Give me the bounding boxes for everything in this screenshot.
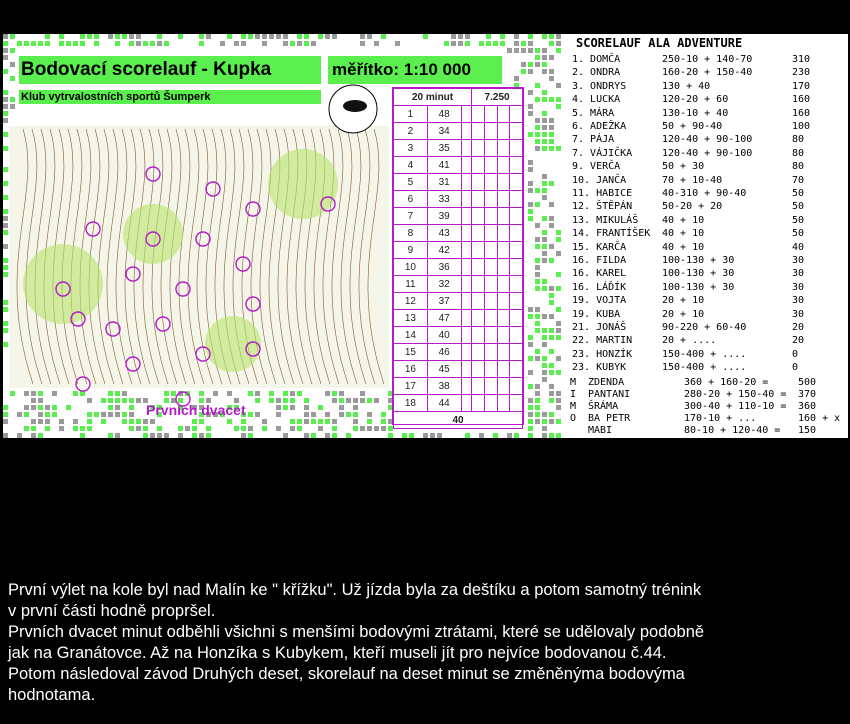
symbol-cell — [472, 395, 485, 412]
control-row — [394, 191, 523, 208]
caption — [8, 580, 848, 706]
symbol-cell — [472, 259, 485, 276]
symbol-cell — [497, 310, 510, 327]
result-row — [566, 228, 846, 241]
result-calc: 100-130 + 30 — [662, 255, 735, 266]
symbol-cell — [497, 276, 510, 293]
result-calc: 50 + 90-40 — [662, 121, 723, 132]
result-calc: 50-20 + 20 — [662, 201, 723, 213]
control-row — [394, 395, 523, 412]
control-row — [394, 293, 523, 310]
result-score: 30 — [792, 308, 805, 320]
symbol-cell — [472, 123, 485, 140]
symbol-cell — [497, 191, 510, 208]
result-name: 15. KARČA — [572, 241, 627, 253]
result-score: 80 — [792, 134, 805, 146]
control-number: 3 — [394, 140, 428, 157]
symbol-cell — [472, 361, 485, 378]
result-name: 5. MÁRA — [572, 107, 615, 119]
control-row — [394, 140, 523, 157]
symbol-cell — [497, 293, 510, 310]
result-name: 23. HONZÍK — [572, 348, 633, 360]
extra-tag: M — [570, 401, 577, 412]
control-code: 46 — [427, 344, 461, 361]
result-row — [566, 54, 846, 67]
symbol-cell — [510, 293, 523, 310]
result-row — [566, 175, 846, 188]
control-row — [394, 259, 523, 276]
control-number: 12 — [394, 293, 428, 310]
extra-score: 370 — [798, 389, 817, 400]
caption-line: jak na Granátovce. Až na Honzíka s Kubykem, kteří museli jít pro nejvíce bodovanou č.44. — [8, 644, 667, 662]
result-score: 100 — [792, 121, 811, 132]
result-row — [566, 322, 846, 335]
symbol-cell — [472, 157, 485, 174]
caption-line: hodnotama. — [8, 686, 96, 704]
result-row — [566, 425, 846, 438]
control-code: 48 — [427, 106, 461, 123]
symbol-cell — [497, 174, 510, 191]
result-score: 20 — [792, 322, 805, 333]
control-code: 36 — [427, 259, 461, 276]
control-code: 39 — [427, 208, 461, 225]
extra-name: ŠRÁMA — [588, 401, 619, 412]
result-calc: 40 + 10 — [662, 214, 705, 226]
result-calc: 90-220 + 60-40 — [662, 322, 747, 333]
symbol-cell — [497, 327, 510, 344]
symbol-cell — [497, 378, 510, 395]
symbol-cell — [510, 276, 523, 293]
extra-calc: 280-20 + 150-40 = — [684, 389, 787, 400]
control-number: 8 — [394, 225, 428, 242]
result-calc: 40-310 + 90-40 — [662, 188, 747, 199]
caption-line: v první části hodně propršel. — [8, 602, 216, 620]
result-score: 230 — [792, 67, 811, 79]
control-number: 16 — [394, 361, 428, 378]
result-name: 22. MARTIN — [572, 335, 633, 347]
symbol-cell — [472, 344, 485, 361]
extra-tag: O — [570, 413, 577, 424]
symbol-cell — [484, 208, 497, 225]
result-score: 70 — [792, 174, 805, 186]
result-row — [566, 201, 846, 214]
symbol-cell — [461, 242, 472, 259]
table-header-length: 7.250 — [472, 89, 523, 106]
extra-name: ZDENDA — [588, 377, 625, 388]
extra-score: 150 — [798, 425, 817, 436]
result-row — [566, 349, 846, 362]
result-score: 40 — [792, 241, 805, 253]
result-name: 16. KAREL — [572, 268, 627, 280]
control-row — [394, 276, 523, 293]
result-row — [566, 335, 846, 348]
symbol-cell — [497, 140, 510, 157]
caption-line: První výlet na kole byl nad Malín ke " křížku". Už jízda byla za deštíku a potom samotný trénink — [8, 581, 702, 599]
control-code: 44 — [427, 395, 461, 412]
control-code: 45 — [427, 361, 461, 378]
map-scale: měřítko: 1:10 000 — [328, 56, 502, 84]
result-calc: 70 + 10-40 — [662, 174, 723, 186]
result-score: 160 — [792, 94, 811, 106]
result-row — [566, 108, 846, 121]
symbol-cell — [461, 293, 472, 310]
symbol-cell — [484, 395, 497, 412]
symbol-cell — [461, 106, 472, 123]
result-row — [566, 255, 846, 268]
control-number: 14 — [394, 327, 428, 344]
result-row — [566, 215, 846, 228]
control-code: 41 — [427, 157, 461, 174]
result-calc: 100-130 + 30 — [662, 281, 735, 293]
symbol-cell — [510, 361, 523, 378]
symbol-cell — [461, 191, 472, 208]
result-row — [566, 282, 846, 295]
control-code: 47 — [427, 310, 461, 327]
result-calc: 100-130 + 30 — [662, 268, 735, 280]
result-calc: 120-40 + 90-100 — [662, 147, 753, 159]
symbol-cell — [484, 378, 497, 395]
slide-image — [3, 34, 848, 438]
symbol-cell — [484, 225, 497, 242]
result-row — [566, 295, 846, 308]
symbol-cell — [497, 106, 510, 123]
result-row — [566, 188, 846, 201]
symbol-cell — [472, 225, 485, 242]
result-calc: 20 + 10 — [662, 308, 705, 320]
control-number: 15 — [394, 344, 428, 361]
result-name: 19. KUBA — [572, 308, 621, 320]
control-row — [394, 123, 523, 140]
symbol-cell — [497, 259, 510, 276]
control-row — [394, 242, 523, 259]
symbol-cell — [497, 395, 510, 412]
result-calc: 150-400 + .... — [662, 348, 747, 360]
symbol-cell — [461, 361, 472, 378]
symbol-cell — [472, 191, 485, 208]
map-subtitle: Prvních dvacet — [146, 402, 246, 418]
result-row — [566, 81, 846, 94]
symbol-cell — [510, 259, 523, 276]
control-description-table — [392, 87, 524, 425]
result-score: 20 — [792, 335, 805, 347]
control-number: 6 — [394, 191, 428, 208]
result-score: 80 — [792, 161, 805, 173]
result-row — [566, 148, 846, 161]
extra-tag: M — [570, 377, 577, 388]
result-score: 80 — [792, 147, 805, 159]
symbol-cell — [461, 327, 472, 344]
symbol-cell — [484, 310, 497, 327]
symbol-cell — [484, 327, 497, 344]
result-calc: 120-40 + 90-100 — [662, 134, 753, 146]
control-number: 10 — [394, 259, 428, 276]
symbol-cell — [461, 378, 472, 395]
control-code: 34 — [427, 123, 461, 140]
control-number: 5 — [394, 174, 428, 191]
symbol-cell — [497, 344, 510, 361]
symbol-cell — [497, 208, 510, 225]
club-name: Klub vytrvalostních sportů Šumperk — [19, 90, 321, 104]
control-row — [394, 225, 523, 242]
symbol-cell — [510, 123, 523, 140]
extra-name: MABI — [588, 425, 613, 436]
symbol-cell — [472, 208, 485, 225]
boar-icon — [343, 100, 367, 112]
result-row — [566, 67, 846, 80]
result-calc: 120-20 + 60 — [662, 94, 729, 106]
control-code: 40 — [427, 327, 461, 344]
extra-calc: 300-40 + 110-10 = — [684, 401, 787, 412]
control-number: 13 — [394, 310, 428, 327]
result-name: 7. VÁJIČKA — [572, 147, 633, 159]
symbol-cell — [484, 140, 497, 157]
control-code: 37 — [427, 293, 461, 310]
control-row — [394, 361, 523, 378]
symbol-cell — [461, 208, 472, 225]
symbol-cell — [461, 344, 472, 361]
symbol-cell — [472, 293, 485, 310]
symbol-cell — [510, 140, 523, 157]
symbol-cell — [510, 225, 523, 242]
symbol-cell — [461, 123, 472, 140]
caption-line: Potom následoval závod Druhých deset, skorelauf na deset minut se změněnýma bodovýma — [8, 665, 685, 683]
control-code: 42 — [427, 242, 461, 259]
extra-name: PANTANI — [588, 389, 631, 400]
symbol-cell — [484, 191, 497, 208]
table-header-time: 20 minut — [394, 89, 472, 106]
result-score: 50 — [792, 228, 805, 240]
control-code: 43 — [427, 225, 461, 242]
result-name: 13. MIKULÁŠ — [572, 214, 639, 226]
symbol-cell — [461, 395, 472, 412]
symbol-cell — [461, 259, 472, 276]
result-calc: 20 + 10 — [662, 295, 705, 307]
symbol-cell — [510, 242, 523, 259]
symbol-cell — [472, 242, 485, 259]
handwritten-results — [566, 34, 848, 438]
control-number: 11 — [394, 276, 428, 293]
result-row — [566, 362, 846, 375]
control-number: 18 — [394, 395, 428, 412]
control-row — [394, 208, 523, 225]
result-name: 23. KUBYK — [572, 362, 627, 374]
result-calc: 40 + 10 — [662, 228, 705, 240]
symbol-cell — [472, 174, 485, 191]
symbol-cell — [510, 106, 523, 123]
result-score: 30 — [792, 268, 805, 280]
result-name: 11. HABICE — [572, 188, 633, 199]
control-number: 1 — [394, 106, 428, 123]
symbol-cell — [461, 140, 472, 157]
extra-score: 500 — [798, 377, 817, 388]
result-calc: 130-10 + 40 — [662, 107, 729, 119]
result-name: 9. VERČA — [572, 161, 621, 173]
symbol-cell — [510, 344, 523, 361]
symbol-cell — [484, 259, 497, 276]
symbol-cell — [484, 123, 497, 140]
result-calc: 40 + 10 — [662, 241, 705, 253]
result-name: 19. VOJTA — [572, 295, 627, 307]
control-code: 35 — [427, 140, 461, 157]
result-calc: 160-20 + 150-40 — [662, 67, 753, 79]
caption-line: Prvních dvacet minut odběhli všichni s menšími bodovými ztrátami, které se udělovaly podobně — [8, 623, 705, 641]
symbol-cell — [497, 123, 510, 140]
result-name: 7. PÁJA — [572, 134, 615, 146]
table-footer: 40 — [394, 412, 523, 429]
result-name: 21. JONÁŠ — [572, 322, 627, 333]
map-panel — [3, 34, 563, 438]
symbol-cell — [461, 225, 472, 242]
control-code: 32 — [427, 276, 461, 293]
symbol-cell — [510, 208, 523, 225]
result-row — [566, 309, 846, 322]
symbol-cell — [510, 378, 523, 395]
symbol-cell — [472, 140, 485, 157]
result-name: 6. ADEŽKA — [572, 121, 627, 132]
result-calc: 50 + 30 — [662, 161, 705, 173]
control-row — [394, 157, 523, 174]
result-score: 50 — [792, 188, 805, 199]
result-row — [566, 94, 846, 107]
extra-name: BA PETR — [588, 413, 631, 424]
symbol-cell — [484, 174, 497, 191]
symbol-cell — [461, 157, 472, 174]
extra-score: 160 + x — [798, 413, 841, 424]
control-number: 17 — [394, 378, 428, 395]
result-score: 170 — [792, 80, 811, 92]
result-name: 3. ONDRYS — [572, 80, 627, 92]
extra-calc: 80-10 + 120-40 = — [684, 425, 781, 436]
control-number: 7 — [394, 208, 428, 225]
result-name: 16. LÁĎÍK — [572, 281, 627, 293]
result-name: 16. FILDA — [572, 255, 627, 266]
results-title: SCORELAUF ALA ADVENTURE — [576, 36, 743, 50]
result-calc: 20 + .... — [662, 335, 717, 347]
symbol-cell — [484, 293, 497, 310]
result-row — [566, 161, 846, 174]
symbol-cell — [484, 276, 497, 293]
control-code: 31 — [427, 174, 461, 191]
result-name: 1. DOMČA — [572, 54, 621, 65]
result-name: 12. ŠTĚPÁN — [572, 201, 633, 213]
symbol-cell — [510, 395, 523, 412]
control-number: 2 — [394, 123, 428, 140]
control-row — [394, 344, 523, 361]
symbol-cell — [461, 276, 472, 293]
symbol-cell — [472, 310, 485, 327]
symbol-cell — [484, 242, 497, 259]
result-row — [566, 134, 846, 147]
result-name: 2. ONDRA — [572, 67, 621, 79]
control-row — [394, 174, 523, 191]
symbol-cell — [510, 157, 523, 174]
symbol-cell — [497, 157, 510, 174]
extra-calc: 360 + 160-20 = — [684, 377, 769, 388]
symbol-cell — [484, 361, 497, 378]
result-score: 50 — [792, 214, 805, 226]
control-code: 33 — [427, 191, 461, 208]
control-number: 4 — [394, 157, 428, 174]
symbol-cell — [461, 310, 472, 327]
result-score: 30 — [792, 281, 805, 293]
result-name: 14. FRANTÍŠEK — [572, 228, 651, 240]
extra-score: 360 — [798, 401, 817, 412]
result-name: 4. LUCKA — [572, 94, 621, 106]
symbol-cell — [484, 344, 497, 361]
result-row — [566, 242, 846, 255]
result-score: 50 — [792, 201, 805, 213]
control-number: 9 — [394, 242, 428, 259]
symbol-cell — [510, 174, 523, 191]
result-name: 10. JANČA — [572, 174, 627, 186]
symbol-cell — [497, 361, 510, 378]
symbol-cell — [472, 276, 485, 293]
symbol-cell — [510, 191, 523, 208]
extra-calc: 170-10 + ... — [684, 413, 757, 424]
symbol-cell — [484, 106, 497, 123]
result-row — [566, 268, 846, 281]
symbol-cell — [497, 242, 510, 259]
result-row — [566, 121, 846, 134]
symbol-cell — [472, 378, 485, 395]
result-score: 160 — [792, 107, 811, 119]
control-row — [394, 378, 523, 395]
symbol-cell — [472, 327, 485, 344]
result-calc: 150-400 + .... — [662, 362, 747, 374]
result-score: 30 — [792, 255, 805, 266]
symbol-cell — [510, 327, 523, 344]
result-score: 0 — [792, 348, 799, 360]
control-row — [394, 327, 523, 344]
symbol-cell — [484, 157, 497, 174]
result-score: 310 — [792, 54, 811, 65]
symbol-cell — [461, 174, 472, 191]
result-calc: 250-10 + 140-70 — [662, 54, 753, 65]
result-score: 30 — [792, 295, 805, 307]
map-title: Bodovací scorelauf - Kupka — [19, 56, 321, 84]
result-score: 0 — [792, 362, 799, 374]
symbol-cell — [472, 106, 485, 123]
symbol-cell — [510, 310, 523, 327]
control-code: 38 — [427, 378, 461, 395]
extra-tag: I — [570, 389, 577, 400]
symbol-cell — [497, 225, 510, 242]
result-calc: 130 + 40 — [662, 80, 711, 92]
control-row — [394, 310, 523, 327]
control-row — [394, 106, 523, 123]
